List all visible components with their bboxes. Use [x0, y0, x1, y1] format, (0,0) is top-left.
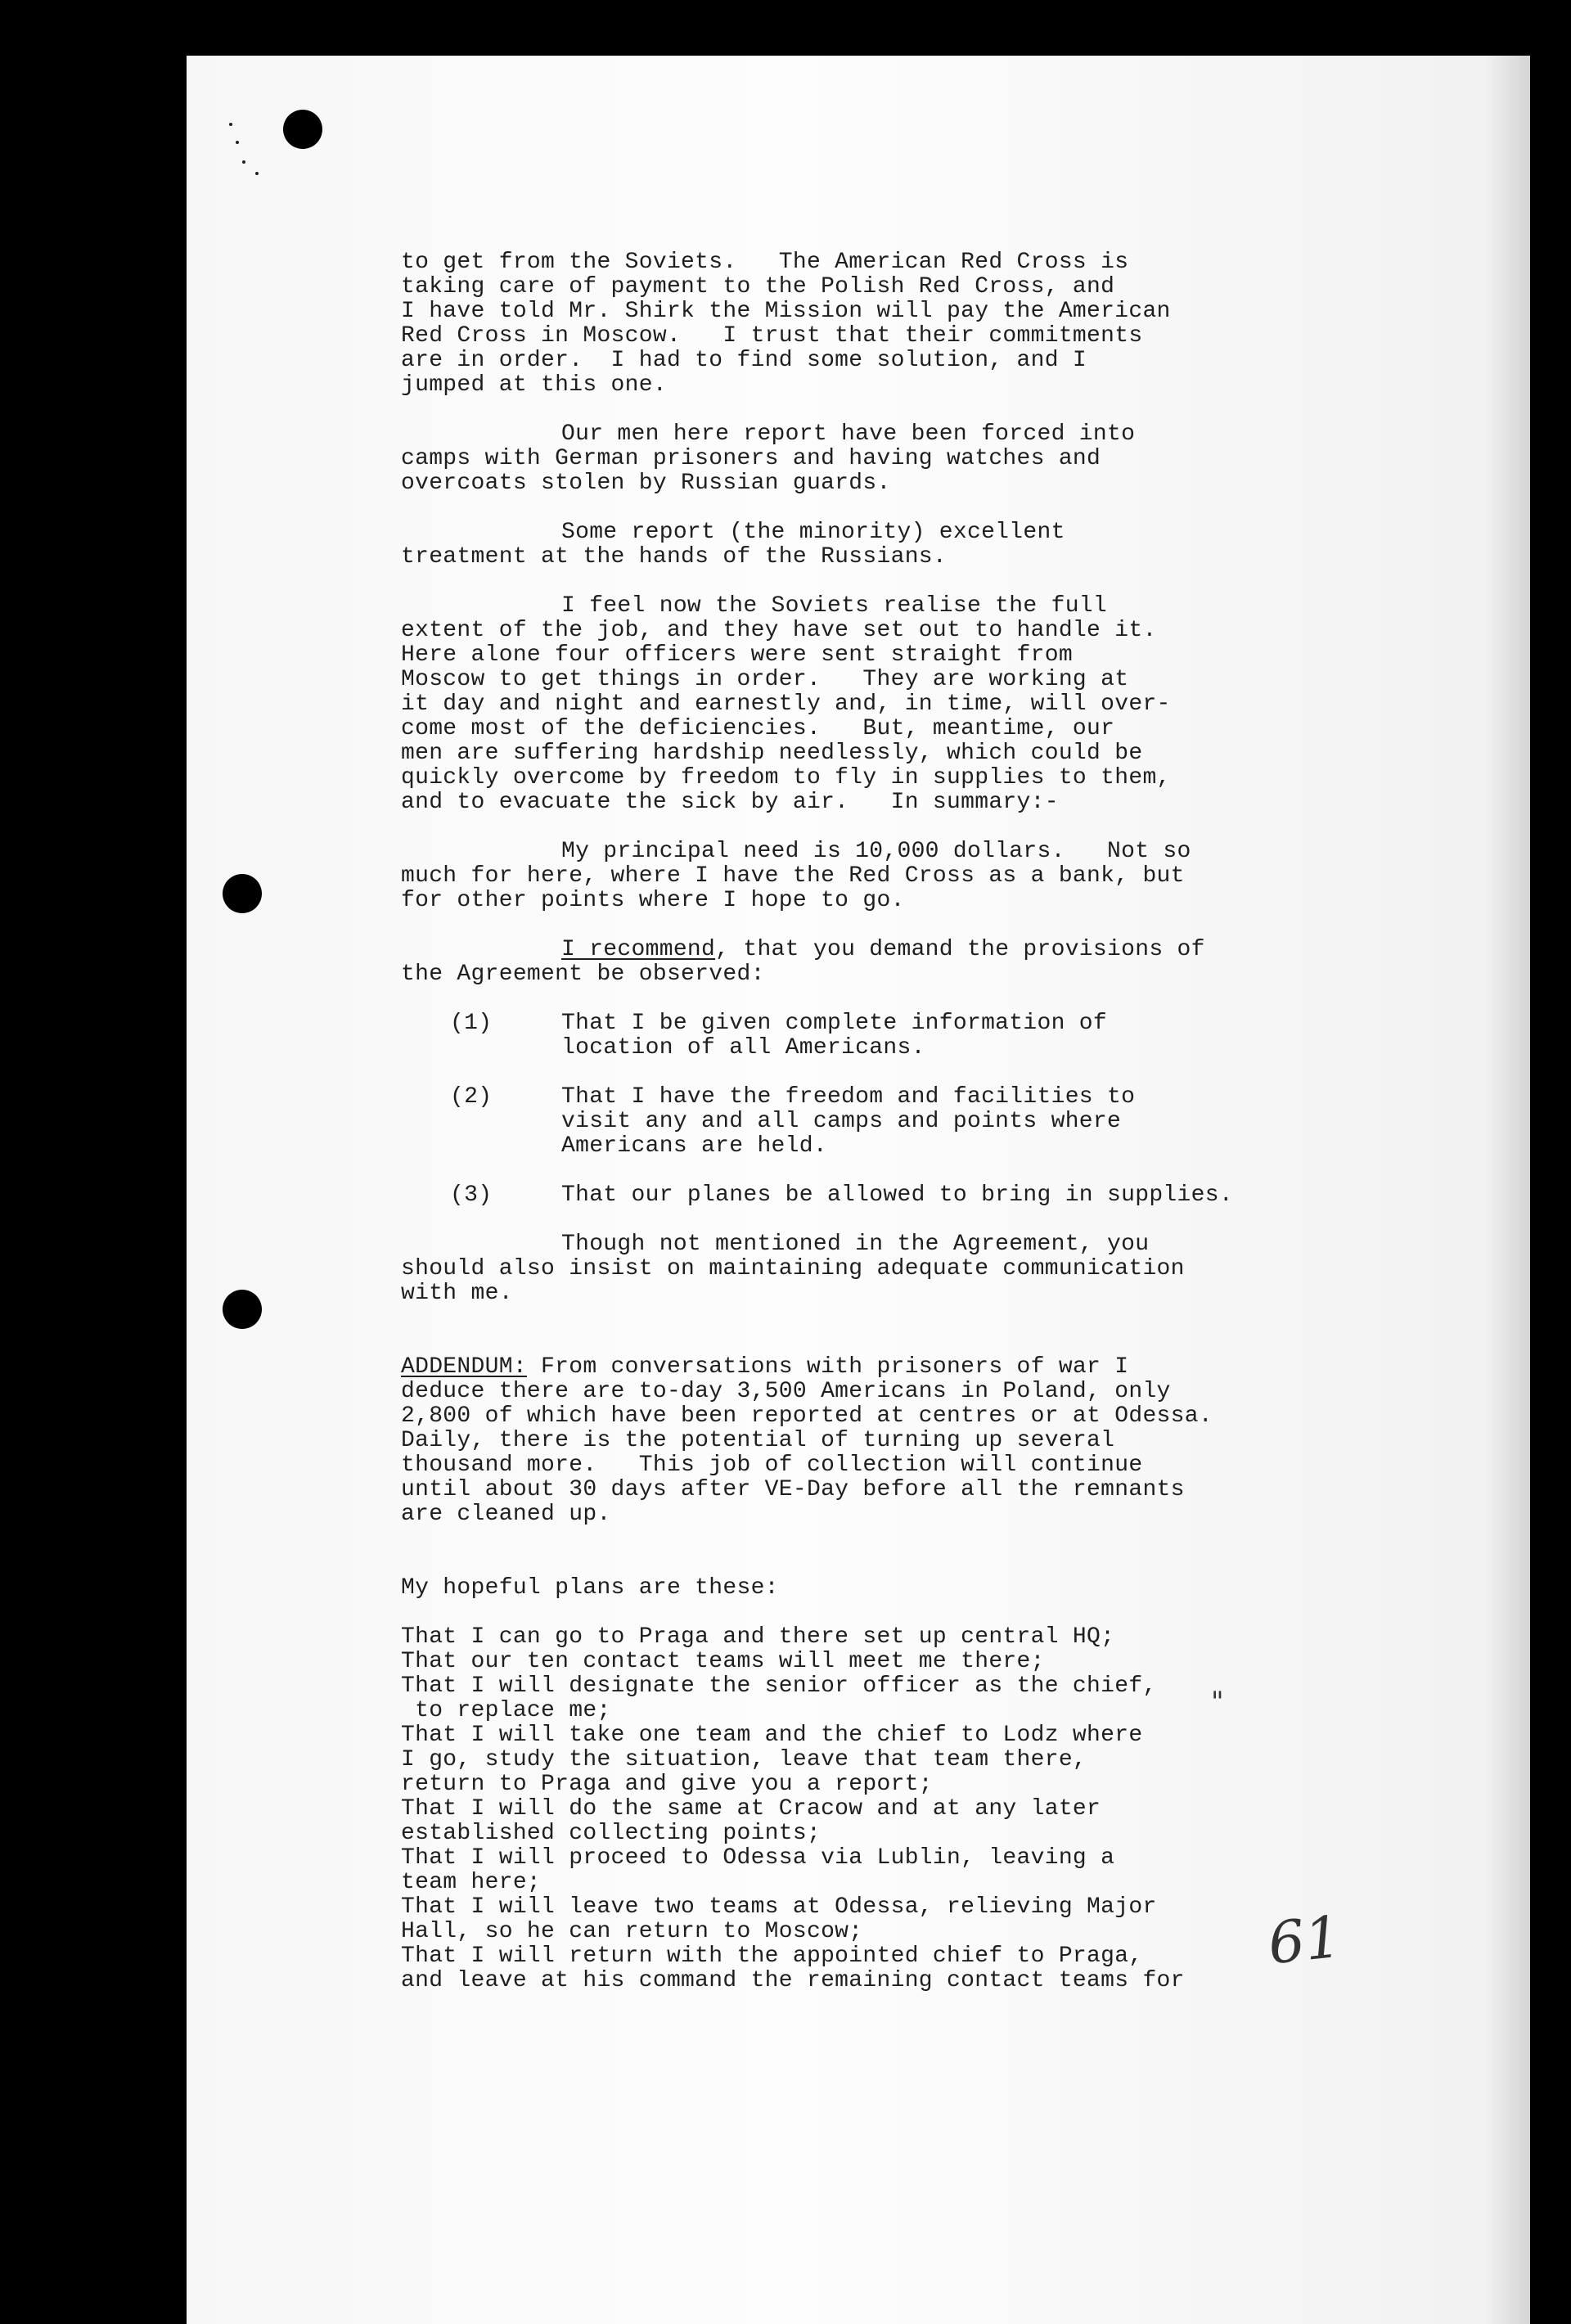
text-line: Though not mentioned in the Agreement, you	[561, 1232, 1150, 1257]
text-line: to replace me;	[401, 1698, 611, 1723]
punch-hole-top	[283, 110, 322, 149]
text-line: the Agreement be observed:	[401, 962, 765, 987]
text-line: thousand more. This job of collection will continue	[401, 1452, 1143, 1478]
text-line: and to evacuate the sick by air. In summary:-	[401, 790, 1059, 815]
text-line: extent of the job, and they have set out to handle it.	[401, 618, 1157, 643]
text-line: overcoats stolen by Russian guards.	[401, 471, 891, 496]
addendum-rest: From conversations with prisoners of war I	[526, 1354, 1129, 1380]
text-line: location of all Americans.	[561, 1035, 925, 1061]
item-number: (3)	[450, 1182, 493, 1208]
text-line: That I will take one team and the chief to Lodz where	[401, 1723, 1143, 1748]
text-line: That I will return with the appointed chief to Praga,	[401, 1943, 1143, 1969]
text-line: That I will designate the senior officer as the chief,	[401, 1673, 1157, 1699]
recommendation-item-3	[401, 1183, 1465, 1208]
text-line: and leave at his command the remaining contact teams for	[401, 1968, 1185, 1993]
text-line: Red Cross in Moscow. I trust that their commitments	[401, 323, 1143, 349]
text-line: That our ten contact teams will meet me there;	[401, 1649, 1045, 1674]
recommendation-item-2	[401, 1085, 1465, 1159]
speck	[242, 160, 245, 164]
text-line: men are suffering hardship needlessly, which could be	[401, 741, 1143, 766]
text-line: Our men here report have been forced into	[561, 421, 1136, 447]
page-edge-shadow	[1485, 56, 1530, 2324]
item-number: (1)	[450, 1011, 493, 1036]
text-line: I feel now the Soviets realise the full	[561, 593, 1108, 619]
text-line: That I can go to Praga and there set up central HQ;	[401, 1624, 1115, 1650]
text-line: I have told Mr. Shirk the Mission will pay the American	[401, 299, 1171, 324]
punch-hole-middle	[223, 874, 262, 913]
text-line: Americans are held.	[561, 1133, 827, 1159]
addendum-paragraph	[401, 1355, 1465, 1527]
text-line: are in order. I had to find some solution, and I	[401, 348, 1087, 373]
text-line: are cleaned up.	[401, 1502, 611, 1527]
text-line: 2,800 of which have been reported at centres or at Odessa.	[401, 1403, 1213, 1429]
text-line: Some report (the minority) excellent	[561, 520, 1065, 545]
text-line: deduce there are to-day 3,500 Americans in Poland, only	[401, 1379, 1171, 1404]
text-line: jumped at this one.	[401, 372, 667, 398]
addendum-label: ADDENDUM:	[401, 1354, 527, 1380]
text-line: visit any and all camps and points where	[561, 1109, 1122, 1134]
text-line: for other points where I hope to go.	[401, 888, 905, 913]
text-line: return to Praga and give you a report;	[401, 1772, 933, 1797]
treatment-paragraph	[401, 520, 1465, 570]
text-line: That our planes be allowed to bring in supplies.	[561, 1182, 1233, 1208]
text-line: I go, study the situation, leave that team there,	[401, 1747, 1087, 1772]
text-line: should also insist on maintaining adequate communication	[401, 1256, 1185, 1281]
text-line: That I be given complete information of	[561, 1011, 1108, 1036]
text-line: until about 30 days after VE-Day before all the remnants	[401, 1477, 1185, 1502]
text-line: come most of the deficiencies. But, meantime, our	[401, 716, 1115, 741]
item-number: (2)	[450, 1084, 493, 1110]
text-line	[401, 1355, 1465, 1380]
text-line: That I will do the same at Cracow and at any later	[401, 1796, 1101, 1822]
need-paragraph	[401, 840, 1465, 913]
text-line: camps with German prisoners and having watches and	[401, 446, 1101, 471]
speck	[236, 141, 239, 144]
soviets-paragraph	[401, 594, 1465, 815]
text-line: Daily, there is the potential of turning up several	[401, 1428, 1115, 1453]
text-line: My principal need is 10,000 dollars. Not so	[561, 839, 1191, 864]
text-line	[401, 938, 1465, 962]
handwritten-page-number: 61	[1264, 1903, 1345, 1978]
text-line: established collecting points;	[401, 1821, 822, 1846]
letter-body	[401, 250, 1465, 1993]
text-line: That I have the freedom and facilities to	[561, 1084, 1136, 1110]
text-line: That I will proceed to Odessa via Lublin, leaving a	[401, 1845, 1115, 1871]
recommend-underlined: I recommend	[561, 937, 716, 962]
plans-heading: My hopeful plans are these:	[401, 1575, 779, 1601]
text-line: That I will leave two teams at Odessa, relieving Major	[401, 1894, 1157, 1920]
text-line: to get from the Soviets. The American Red Cross is	[401, 250, 1129, 275]
camps-paragraph	[401, 422, 1465, 496]
text-line: Moscow to get things in order. They are working at	[401, 667, 1129, 692]
text-line: team here;	[401, 1870, 542, 1895]
speck	[255, 172, 259, 175]
text-line: Here alone four officers were sent straight from	[401, 642, 1073, 668]
communication-paragraph	[401, 1232, 1465, 1306]
speck	[229, 123, 232, 126]
punch-hole-bottom	[223, 1290, 262, 1329]
text-line: with me.	[401, 1281, 513, 1306]
recommend-paragraph	[401, 938, 1465, 987]
text-line: taking care of payment to the Polish Red Cross, and	[401, 274, 1115, 300]
handwritten-tick-mark: "	[1211, 1686, 1224, 1718]
text-line: it day and night and earnestly and, in time, will over-	[401, 691, 1171, 717]
text-line: quickly overcome by freedom to fly in supplies to them,	[401, 765, 1171, 790]
intro-paragraph	[401, 250, 1465, 398]
text-line: Hall, so he can return to Moscow;	[401, 1919, 863, 1944]
recommend-rest: , that you demand the provisions of	[715, 937, 1205, 962]
recommendation-item-1	[401, 1011, 1465, 1061]
text-line: treatment at the hands of the Russians.	[401, 544, 948, 570]
text-line: much for here, where I have the Red Cross as a bank, but	[401, 863, 1185, 889]
